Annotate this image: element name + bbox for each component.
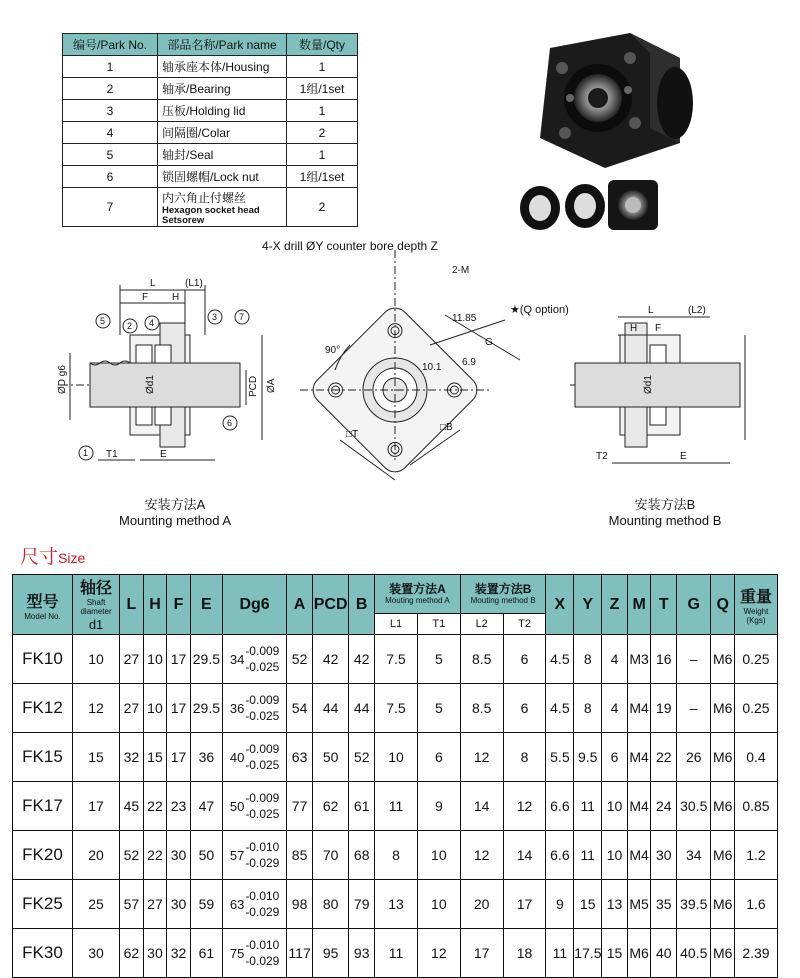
cell-L1: 7.5 [375, 635, 418, 684]
dim-angle: 90° [325, 345, 341, 356]
front-view-drawing [300, 250, 520, 480]
cell-Y: 11 [574, 782, 602, 831]
cell-tol-lower: -0.025 [245, 660, 280, 674]
dim-H-a: H [172, 292, 180, 303]
cell-Q: M6 [711, 684, 735, 733]
cell-E: 29.5 [190, 684, 222, 733]
technical-drawings [0, 235, 800, 535]
table-row [13, 831, 778, 880]
cell-T: 19 [651, 684, 677, 733]
parts-header-no: 编号/Park No. [63, 34, 158, 56]
cell-M: M3 [627, 635, 651, 684]
cell-T: 16 [651, 635, 677, 684]
cell-M: M4 [627, 831, 651, 880]
part-no: 1 [63, 56, 158, 78]
cell-E: 61 [190, 929, 222, 978]
cell-F: 17 [167, 733, 191, 782]
method-a-drawing [60, 285, 262, 460]
cell-T1: 10 [417, 831, 460, 880]
cell-T2: 6 [503, 684, 546, 733]
product-photo [510, 28, 710, 238]
dim-PCD: PCD [248, 375, 259, 397]
cell-Dg6 [222, 880, 286, 929]
cell-T: 24 [651, 782, 677, 831]
cell-Z: 4 [602, 635, 628, 684]
parts-table [62, 33, 358, 227]
cell-F: 23 [167, 782, 191, 831]
size-heading-cn: 尺寸 [20, 546, 59, 568]
cell-E: 50 [190, 831, 222, 880]
header-B: B [349, 575, 375, 635]
cell-model: FK15 [13, 733, 73, 782]
cell-model: FK12 [13, 684, 73, 733]
method-a-en: Mounting method A [118, 513, 232, 528]
callout-2: 2 [127, 321, 133, 331]
cell-L: 27 [120, 684, 144, 733]
header-weight: 重量 Weight (Kgs) [734, 575, 777, 635]
cell-Dg6 [222, 733, 286, 782]
cell-d1: 15 [72, 733, 119, 782]
parts-row [63, 144, 358, 166]
header-Y: Y [574, 575, 602, 635]
dimension-table [12, 574, 778, 978]
cell-L: 27 [120, 635, 144, 684]
cell-X: 6.6 [546, 831, 574, 880]
cell-X: 11 [546, 929, 574, 978]
cell-D: 40 [229, 749, 245, 765]
header-H: H [143, 575, 167, 635]
cell-Dg6 [222, 635, 286, 684]
collar-ring-1 [520, 186, 560, 230]
header-T1: T1 [417, 613, 460, 634]
cell-model: FK25 [13, 880, 73, 929]
cell-d1: 12 [72, 684, 119, 733]
cell-T: 35 [651, 880, 677, 929]
part-no: 6 [63, 166, 158, 188]
cell-d1: 30 [72, 929, 119, 978]
cell-tol-upper: -0.009 [245, 791, 280, 805]
cell-B: 42 [349, 635, 375, 684]
cell-model: FK20 [13, 831, 73, 880]
cell-PCD: 50 [312, 733, 348, 782]
cell-L: 52 [120, 831, 144, 880]
cell-T1: 6 [417, 733, 460, 782]
cell-F: 17 [167, 684, 191, 733]
cell-A: 98 [287, 880, 313, 929]
cell-d1: 25 [72, 880, 119, 929]
cell-X: 4.5 [546, 635, 574, 684]
cell-PCD: 42 [312, 635, 348, 684]
cell-W: 0.25 [734, 684, 777, 733]
cell-Y: 8 [574, 684, 602, 733]
cell-T: 30 [651, 831, 677, 880]
cell-Q: M6 [711, 635, 735, 684]
table-row [13, 684, 778, 733]
table-row [13, 635, 778, 684]
part-name: 轴封/Seal [158, 144, 287, 166]
cell-T1: 9 [417, 782, 460, 831]
header-A: A [287, 575, 313, 635]
cell-T: 40 [651, 929, 677, 978]
header-E: E [190, 575, 222, 635]
cell-model: FK17 [13, 782, 73, 831]
cell-L2: 8.5 [460, 684, 503, 733]
method-a-cn: 安装方法A [144, 497, 206, 512]
cell-L1: 8 [375, 831, 418, 880]
cell-Dg6 [222, 684, 286, 733]
dim-d1-a: Ød1 [145, 375, 156, 394]
cell-E: 59 [190, 880, 222, 929]
cell-Z: 4 [602, 684, 628, 733]
cell-PCD: 62 [312, 782, 348, 831]
cell-T1: 5 [417, 684, 460, 733]
cell-D: 75 [229, 945, 245, 961]
dim-E-b: E [680, 451, 687, 462]
callout-4: 4 [149, 318, 155, 328]
cell-X: 6.6 [546, 782, 574, 831]
dim-11-85: 11.85 [452, 313, 477, 324]
dim-L1: (L1) [185, 278, 203, 289]
part-name: 轴承座本体/Housing [158, 56, 287, 78]
cell-F: 30 [167, 880, 191, 929]
cell-T2: 6 [503, 635, 546, 684]
header-Q: Q [711, 575, 735, 635]
part-no: 3 [63, 100, 158, 122]
part-name-sub: Hexagon socket head Setsorew [162, 204, 260, 226]
cell-M: M6 [627, 929, 651, 978]
collar-ring-2 [565, 184, 605, 228]
cell-Dg6 [222, 929, 286, 978]
part-name: 间隔圈/Colar [158, 122, 287, 144]
cell-G: – [677, 635, 711, 684]
cell-M: M4 [627, 782, 651, 831]
dimension-body [13, 635, 778, 978]
dim-T1: T1 [106, 449, 118, 460]
cell-W: 0.25 [734, 635, 777, 684]
housing-block [540, 33, 693, 168]
method-b-caption [590, 494, 740, 528]
cell-PCD: 70 [312, 831, 348, 880]
cell-G: 30.5 [677, 782, 711, 831]
parts-body [63, 56, 358, 227]
size-heading-en: Size [58, 550, 86, 566]
method-a-caption [100, 494, 250, 528]
cell-D: 34 [229, 651, 245, 667]
part-qty: 2 [287, 188, 358, 227]
cell-H: 30 [143, 929, 167, 978]
cell-Q: M6 [711, 880, 735, 929]
cell-F: 30 [167, 831, 191, 880]
dim-A: ØA [266, 378, 277, 393]
method-b-en: Mounting method B [608, 513, 722, 528]
cell-A: 77 [287, 782, 313, 831]
cell-W: 0.85 [734, 782, 777, 831]
header-PCD: PCD [312, 575, 348, 635]
table-row [13, 782, 778, 831]
cell-W: 1.6 [734, 880, 777, 929]
cell-d1: 20 [72, 831, 119, 880]
cell-M: M5 [627, 880, 651, 929]
lock-nut [608, 180, 658, 230]
cell-Dg6 [222, 831, 286, 880]
cell-A: 52 [287, 635, 313, 684]
cell-L: 62 [120, 929, 144, 978]
dim-d1-b: Ød1 [643, 375, 654, 394]
part-name: 内六角止付螺丝 Hexagon socket head Setsorew [158, 188, 287, 227]
parts-row [63, 166, 358, 188]
cell-T2: 17 [503, 880, 546, 929]
dim-F-b: F [655, 323, 662, 334]
cell-G: 39.5 [677, 880, 711, 929]
cell-A: 63 [287, 733, 313, 782]
cell-B: 52 [349, 733, 375, 782]
parts-row [63, 188, 358, 227]
part-no: 5 [63, 144, 158, 166]
method-b-drawing [570, 317, 745, 463]
cell-G: 40.5 [677, 929, 711, 978]
dim-H-b: H [630, 323, 638, 334]
part-no: 4 [63, 122, 158, 144]
dim-10-1: 10.1 [422, 362, 442, 373]
dim-L-a: L [150, 278, 156, 289]
cell-Z: 10 [602, 782, 628, 831]
part-no: 7 [63, 188, 158, 227]
cell-Y: 17.5 [574, 929, 602, 978]
cell-Y: 9.5 [574, 733, 602, 782]
cell-X: 4.5 [546, 684, 574, 733]
header-Dg6: Dg6 [222, 575, 286, 635]
cell-T2: 12 [503, 782, 546, 831]
cell-D: 36 [229, 700, 245, 716]
part-qty: 1组/1set [287, 166, 358, 188]
cell-tol-lower: -0.025 [245, 807, 280, 821]
callout-5: 5 [100, 316, 106, 326]
cell-E: 29.5 [190, 635, 222, 684]
cell-tol-upper: -0.010 [245, 938, 280, 952]
callout-7: 7 [239, 312, 245, 322]
cell-L1: 11 [375, 929, 418, 978]
cell-M: M4 [627, 684, 651, 733]
cell-X: 9 [546, 880, 574, 929]
header-T2: T2 [503, 613, 546, 634]
cell-L: 32 [120, 733, 144, 782]
cell-Dg6 [222, 782, 286, 831]
cell-B: 93 [349, 929, 375, 978]
part-qty: 1 [287, 144, 358, 166]
header-F: F [167, 575, 191, 635]
cell-tol-upper: -0.010 [245, 889, 280, 903]
header-Z: Z [602, 575, 628, 635]
header-shaft: 轴径 Shaft diameter d1 [72, 575, 119, 635]
callout-1: 1 [83, 448, 89, 458]
cell-E: 36 [190, 733, 222, 782]
cell-PCD: 44 [312, 684, 348, 733]
dim-L-b: L [648, 305, 654, 316]
cell-L1: 7.5 [375, 684, 418, 733]
cell-tol-lower: -0.029 [245, 905, 280, 919]
cell-L: 45 [120, 782, 144, 831]
callout-3: 3 [212, 312, 218, 322]
part-name: 锁固螺帽/Lock nut [158, 166, 287, 188]
header-G: G [677, 575, 711, 635]
cell-Q: M6 [711, 733, 735, 782]
cell-D: 50 [229, 798, 245, 814]
cell-tol-upper: -0.010 [245, 840, 280, 854]
parts-row [63, 100, 358, 122]
cell-tol-upper: -0.009 [245, 742, 280, 756]
drill-label: 4-X drill ØY counter bore depth Z [262, 239, 438, 253]
cell-G: 26 [677, 733, 711, 782]
cell-tol-upper: -0.009 [245, 693, 280, 707]
part-qty: 1组/1set [287, 78, 358, 100]
header-model: 型号 Model No. [13, 575, 73, 635]
parts-header-qty: 数量/Qty [287, 34, 358, 56]
cell-Z: 13 [602, 880, 628, 929]
header-L2: L2 [460, 613, 503, 634]
cell-T1: 5 [417, 635, 460, 684]
parts-header-name: 部品名称/Park name [158, 34, 287, 56]
q-option-label: ★(Q option) [510, 304, 569, 316]
cell-W: 0.4 [734, 733, 777, 782]
header-T: T [651, 575, 677, 635]
cell-Q: M6 [711, 831, 735, 880]
cell-W: 1.2 [734, 831, 777, 880]
cell-L2: 12 [460, 831, 503, 880]
cell-X: 5.5 [546, 733, 574, 782]
header-L1: L1 [375, 613, 418, 634]
cell-L1: 11 [375, 782, 418, 831]
cell-B: 44 [349, 684, 375, 733]
cell-B: 68 [349, 831, 375, 880]
dim-2M: 2-M [452, 265, 470, 276]
cell-L2: 14 [460, 782, 503, 831]
cell-tol-lower: -0.025 [245, 709, 280, 723]
cell-L2: 20 [460, 880, 503, 929]
cell-Z: 15 [602, 929, 628, 978]
cell-L2: 17 [460, 929, 503, 978]
cell-A: 54 [287, 684, 313, 733]
part-name: 轴承/Bearing [158, 78, 287, 100]
cell-A: 85 [287, 831, 313, 880]
cell-model: FK10 [13, 635, 73, 684]
cell-Y: 8 [574, 635, 602, 684]
cell-d1: 10 [72, 635, 119, 684]
cell-F: 17 [167, 635, 191, 684]
cell-A: 117 [287, 929, 313, 978]
header-X: X [546, 575, 574, 635]
size-heading [20, 542, 85, 569]
cell-Y: 11 [574, 831, 602, 880]
cell-G: 34 [677, 831, 711, 880]
dim-6-9: 6.9 [462, 357, 476, 368]
cell-Z: 6 [602, 733, 628, 782]
cell-d1: 17 [72, 782, 119, 831]
cell-model: FK30 [13, 929, 73, 978]
parts-row [63, 122, 358, 144]
cell-Q: M6 [711, 782, 735, 831]
cell-H: 10 [143, 635, 167, 684]
cell-W: 2.39 [734, 929, 777, 978]
dim-T2: T2 [596, 451, 608, 462]
cell-tol-upper: -0.009 [245, 644, 280, 658]
cell-Q: M6 [711, 929, 735, 978]
cell-PCD: 95 [312, 929, 348, 978]
cell-tol-lower: -0.029 [245, 856, 280, 870]
cell-E: 47 [190, 782, 222, 831]
header-L: L [120, 575, 144, 635]
cell-T1: 12 [417, 929, 460, 978]
dim-B: □B [440, 422, 453, 433]
table-row [13, 733, 778, 782]
header-method-b: 装置方法B Mouting method B [460, 575, 546, 614]
method-b-cn: 安装方法B [634, 497, 696, 512]
cell-Y: 15 [574, 880, 602, 929]
cell-D: 57 [229, 847, 245, 863]
part-qty: 1 [287, 56, 358, 78]
callout-6: 6 [227, 418, 233, 428]
cell-B: 79 [349, 880, 375, 929]
cell-L2: 12 [460, 733, 503, 782]
cell-T: 22 [651, 733, 677, 782]
part-name: 压板/Holding lid [158, 100, 287, 122]
cell-M: M4 [627, 733, 651, 782]
cell-H: 22 [143, 782, 167, 831]
cell-H: 15 [143, 733, 167, 782]
dim-E-a: E [160, 449, 167, 460]
dim-T: □T [346, 429, 359, 440]
cell-D: 63 [229, 896, 245, 912]
part-qty: 1 [287, 100, 358, 122]
dim-Dg6: ØD g6 [57, 365, 68, 394]
part-no: 2 [63, 78, 158, 100]
cell-PCD: 80 [312, 880, 348, 929]
dim-F: F [142, 292, 149, 303]
cell-G: – [677, 684, 711, 733]
part-qty: 2 [287, 122, 358, 144]
table-row [13, 929, 778, 978]
header-method-a: 装置方法A Mouting method A [375, 575, 461, 614]
parts-row [63, 56, 358, 78]
cell-B: 61 [349, 782, 375, 831]
cell-T2: 8 [503, 733, 546, 782]
cell-tol-lower: -0.025 [245, 758, 280, 772]
cell-L1: 10 [375, 733, 418, 782]
cell-H: 22 [143, 831, 167, 880]
parts-row [63, 78, 358, 100]
cell-L1: 13 [375, 880, 418, 929]
header-M: M [627, 575, 651, 635]
cell-H: 10 [143, 684, 167, 733]
cell-L2: 8.5 [460, 635, 503, 684]
table-row [13, 880, 778, 929]
cell-F: 32 [167, 929, 191, 978]
cell-T1: 10 [417, 880, 460, 929]
dim-L2: (L2) [688, 305, 706, 316]
cell-H: 27 [143, 880, 167, 929]
dim-G: G [485, 337, 493, 348]
cell-tol-lower: -0.029 [245, 954, 280, 968]
cell-L: 57 [120, 880, 144, 929]
cell-T2: 18 [503, 929, 546, 978]
cell-T2: 14 [503, 831, 546, 880]
cell-Z: 10 [602, 831, 628, 880]
